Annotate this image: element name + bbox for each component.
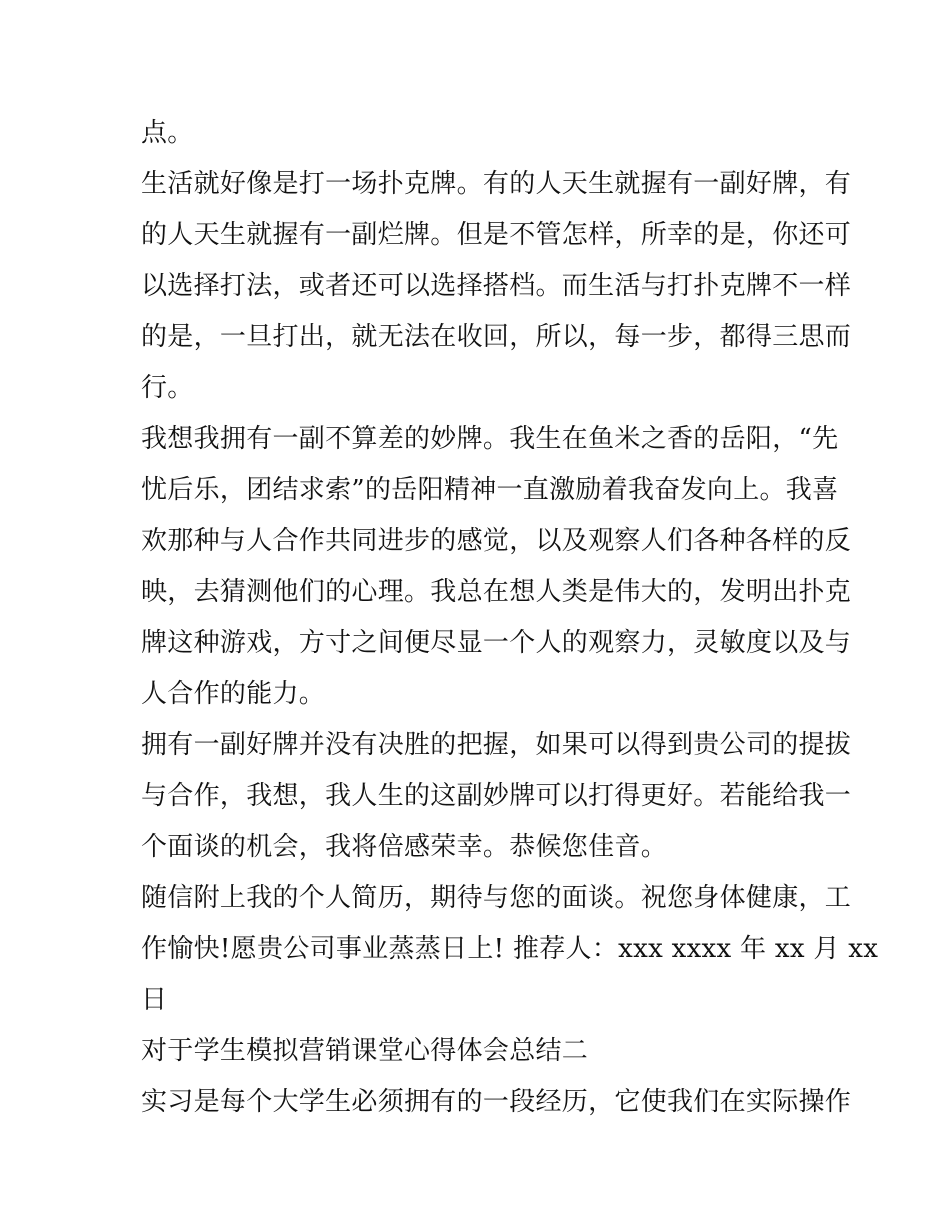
text-line: 欢那种与人合作共同进步的感觉，以及观察人们各种各样的反 — [141, 526, 852, 556]
text-line: 行。 — [141, 373, 194, 403]
document-body — [141, 108, 879, 1128]
text-line: 映，去猜测他们的心理。我总在想人类是伟大的，发明出扑克 — [141, 577, 852, 607]
text-line: 与合作，我想，我人生的这副妙牌可以打得更好。若能给我一 — [141, 781, 852, 811]
text-line: 我想我拥有一副不算差的妙牌。我生在鱼米之香的岳阳，“先 — [141, 424, 839, 454]
text-line: 日 — [141, 985, 168, 1015]
text-line: 的人天生就握有一副烂牌。但是不管怎样，所幸的是，你还可 — [141, 220, 852, 250]
text-line: 个面谈的机会，我将倍感荣幸。恭候您佳音。 — [141, 832, 668, 862]
text-line: 牌这种游戏，方寸之间便尽显一个人的观察力，灵敏度以及与 — [141, 628, 852, 658]
text-line: 随信附上我的个人简历，期待与您的面谈。祝您身体健康，工 — [141, 883, 852, 913]
text-line: 人合作的能力。 — [141, 679, 326, 709]
text-line: 实习是每个大学生必须拥有的一段经历，它使我们在实际操作 — [141, 1087, 852, 1117]
text-line: 忧后乐，团结求索”的岳阳精神一直激励着我奋发向上。我喜 — [141, 475, 839, 505]
text-line: 生活就好像是打一场扑克牌。有的人天生就握有一副好牌，有 — [141, 169, 852, 199]
text-line: 以选择打法，或者还可以选择搭档。而生活与打扑克牌不一样 — [141, 271, 852, 301]
section-heading: 对于学生模拟营销课堂心得体会总结二 — [141, 1036, 589, 1066]
text-line: 拥有一副好牌并没有决胜的把握，如果可以得到贵公司的提拔 — [141, 730, 852, 760]
text-line: 的是，一旦打出，就无法在收回，所以，每一步，都得三思而 — [141, 322, 852, 352]
text-line: 点。 — [141, 118, 194, 148]
text-line: 作愉快!愿贵公司事业蒸蒸日上! 推荐人：xxx xxxx 年 xx 月 xx — [141, 934, 879, 964]
